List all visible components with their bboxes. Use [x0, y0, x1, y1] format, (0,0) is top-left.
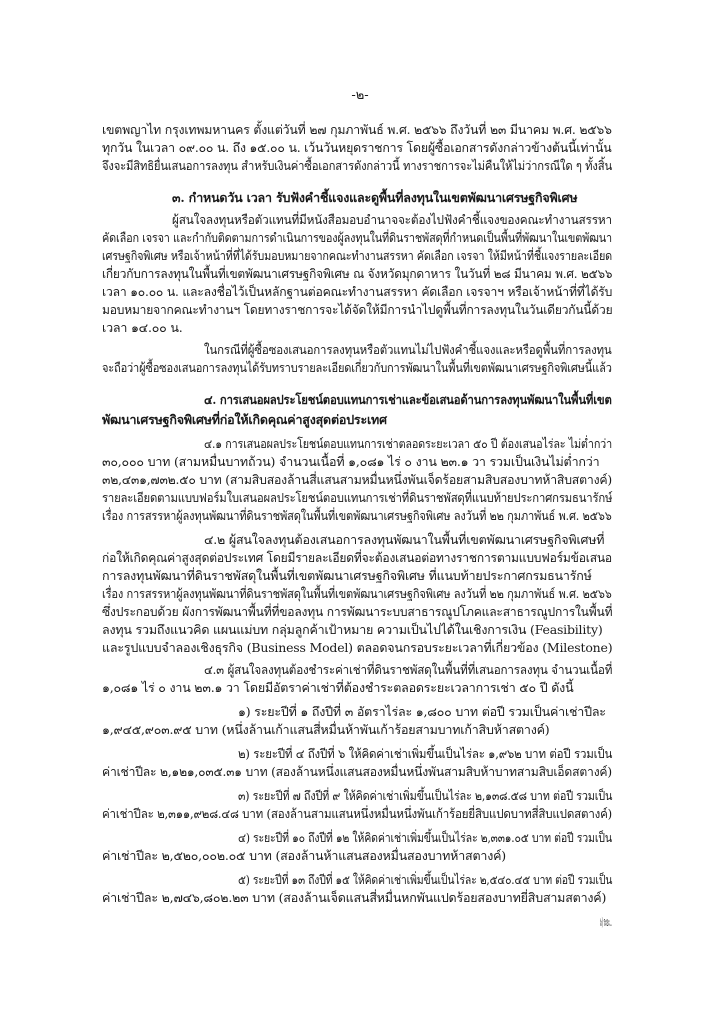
body-line: เศรษฐกิจพิเศษ หรือเจ้าหน้าที่ที่ได้รับมอบหมายจากคณะทำงานสรรหา คัดเลือก เจรจา ให้มีหน้าที่ชี้แจงรายละเอียด	[102, 248, 613, 263]
body-line: ๓๒,๔๓๑,๗๓๒.๕๐ บาท (สามสิบสองล้านสี่แสนสามหมื่นหนึ่งพันเจ็ดร้อยสามสิบสองบาทห้าสิบสตางค์)	[102, 472, 613, 487]
body-line: ในกรณีที่ผู้ซื้อซองเสนอการลงทุนหรือตัวแทนไม่ไปฟังคำชี้แจงและหรือดูพื้นที่การลงทุน	[204, 342, 612, 357]
body-line: เรื่อง การสรรหาผู้ลงทุนพัฒนาที่ดินราชพัสดุในพื้นที่เขตพัฒนาเศรษฐกิจพิเศษ ลงวันที่ ๒๒ กุมภาพันธ์ พ.ศ. ๒๕๖๖	[102, 508, 612, 523]
list-item: ค่าเช่าปีละ ๒,๑๒๑,๐๓๕.๓๑ บาท (สองล้านหนึ่งแสนสองหมื่นหนึ่งพันสามสิบห้าบาทสามสิบเอ็ดสตางค์)	[102, 764, 612, 779]
list-item: ๒) ระยะปีที่ ๔ ถึงปีที่ ๖ ให้คิดค่าเช่าเพิ่มขึ้นเป็นไร่ละ ๑,๙๖๒ บาท ต่อปี รวมเป็น	[238, 746, 613, 761]
body-line: เกี่ยวกับการลงทุนในพื้นที่เขตพัฒนาเศรษฐกิจพิเศษ ณ จังหวัดมุกดาหาร ในวันที่ ๒๘ มีนาคม พ.ศ. ๒๕๖๖	[102, 266, 613, 281]
body-line: การลงทุนพัฒนาที่ดินราชพัสดุในพื้นที่เขตพัฒนาเศรษฐกิจพิเศษ ที่แนบท้ายประกาศกรมธนารักษ์	[102, 568, 592, 583]
body-line: ๔.๑ การเสนอผลประโยชน์ตอบแทนการเช่าตลอดระยะเวลา ๕๐ ปี ต้องเสนอไร่ละ ไม่ต่ำกว่า	[204, 436, 612, 451]
page-number: -๒-	[351, 88, 369, 103]
list-item: ค่าเช่าปีละ ๒,๗๔๖,๘๐๒.๒๓ บาท (สองล้านเจ็ดแสนสี่หมื่นหกพันแปดร้อยสองบาทยี่สิบสามสตางค์)	[102, 890, 607, 905]
body-line: ๔.๒ ผู้สนใจลงทุนต้องเสนอการลงทุนพัฒนาในพื้นที่เขตพัฒนาเศรษฐกิจพิเศษที่	[204, 532, 605, 547]
body-line: ๔.๓ ผู้สนใจลงทุนต้องชำระค่าเช่าที่ดินราชพัสดุในพื้นที่ที่เสนอการลงทุน จำนวนเนื้อที่	[204, 662, 613, 677]
body-line: ผู้สนใจลงทุนหรือตัวแทนที่มีหนังสือมอบอำนาจจะต้องไปฟังคำชี้แจงของคณะทำงานสรรหา	[172, 212, 612, 227]
continuation-marker: ๖) ระยะ...	[600, 914, 613, 929]
body-line: คัดเลือก เจรจา และกำกับติดตามการดำเนินการของผู้ลงทุนในที่ดินราชพัสดุที่กำหนดเป็นพื้นที่พัฒนาในเขตพัฒนา	[102, 230, 613, 245]
section-heading: ๓. กำหนดวัน เวลา รับฟังคำชี้แจงและดูพื้นที่ลงทุนในเขตพัฒนาเศรษฐกิจพิเศษ	[172, 190, 578, 205]
body-line: เขตพญาไท กรุงเทพมหานคร ตั้งแต่วันที่ ๒๗ กุมภาพันธ์ พ.ศ. ๒๕๖๖ ถึงวันที่ ๒๓ มีนาคม พ.ศ. ๒๕๖๖	[102, 122, 612, 137]
section-heading: ๔. การเสนอผลประโยชน์ตอบแทนการเช่าและข้อเสนอด้านการลงทุนพัฒนาในพื้นที่เขต	[204, 392, 612, 407]
body-line: ทุกวัน ในเวลา ๐๙.๐๐ น. ถึง ๑๕.๐๐ น. เว้นวันหยุดราชการ โดยผู้ซื้อเอกสารดังกล่าวข้างต้นนี้เท่านั้น	[102, 140, 612, 155]
list-item: ๑,๙๔๕,๙๐๓.๙๕ บาท (หนึ่งล้านเก้าแสนสี่หมื่นห้าพันเก้าร้อยสามบาทเก้าสิบห้าสตางค์)	[102, 722, 550, 737]
body-line: ๓๐,๐๐๐ บาท (สามหมื่นบาทถ้วน) จำนวนเนื้อที่ ๑,๐๘๑ ไร่ ๐ งาน ๒๓.๑ วา รวมเป็นเงินไม่ต่ำกว่า	[102, 454, 600, 469]
body-line: เวลา ๑๔.๐๐ น.	[102, 320, 183, 335]
list-item: ค่าเช่าปีละ ๒,๕๒๐,๐๐๒.๐๕ บาท (สองล้านห้าแสนสองหมื่นสองบาทห้าสตางค์)	[102, 848, 506, 863]
list-item: ๑) ระยะปีที่ ๑ ถึงปีที่ ๓ อัตราไร่ละ ๑,๘๐๐ บาท ต่อปี รวมเป็นค่าเช่าปีละ	[238, 704, 606, 719]
body-line: มอบหมายจากคณะทำงานฯ โดยทางราชการจะได้จัดให้มีการนำไปดูพื้นที่การลงทุนในวันเดียวกันนี้ด้วย	[102, 302, 613, 317]
list-item: ๕) ระยะปีที่ ๑๓ ถึงปีที่ ๑๕ ให้คิดค่าเช่าเพิ่มขึ้นเป็นไร่ละ ๒,๕๔๐.๔๕ บาท ต่อปี รวมเป็น	[238, 872, 613, 887]
list-item: ๔) ระยะปีที่ ๑๐ ถึงปีที่ ๑๒ ให้คิดค่าเช่าเพิ่มขึ้นเป็นไร่ละ ๒,๓๓๑.๐๕ บาท ต่อปี รวมเป็น	[238, 830, 612, 845]
body-line: ๑,๐๘๑ ไร่ ๐ งาน ๒๓.๑ วา โดยมีอัตราค่าเช่าที่ต้องชำระตลอดระยะเวลาการเช่า ๕๐ ปี ดังนี้	[102, 680, 574, 695]
body-line: เรื่อง การสรรหาผู้ลงทุนพัฒนาที่ดินราชพัสดุในพื้นที่เขตพัฒนาเศรษฐกิจพิเศษ ลงวันที่ ๒๒ กุมภาพันธ์ พ.ศ. ๒๕๖๖	[102, 586, 612, 601]
body-line: ลงทุน รวมถึงแนวคิด แผนแม่บท กลุ่มลูกค้าเป้าหมาย ความเป็นไปได้ในเชิงการเงิน (Feasibility)	[102, 622, 603, 637]
body-line: จะถือว่าผู้ซื้อซองเสนอการลงทุนได้รับทราบรายละเอียดเกี่ยวกับการพัฒนาในพื้นที่เขตพัฒนาเศรษฐกิจพิเศษนี้แล้ว	[102, 360, 612, 375]
body-line: รายละเอียดตามแบบฟอร์มใบเสนอผลประโยชน์ตอบแทนการเช่าที่ดินราชพัสดุที่แนบท้ายประกาศกรมธนารักษ์	[102, 490, 613, 505]
body-line: ซึ่งประกอบด้วย ผังการพัฒนาพื้นที่ที่ขอลงทุน การพัฒนาระบบสาธารณูปโภคและสาธารณูปการในพื้นที่	[102, 604, 613, 619]
body-line: ก่อให้เกิดคุณค่าสูงสุดต่อประเทศ โดยมีรายละเอียดที่จะต้องเสนอต่อทางราชการตามแบบฟอร์มข้อเสนอ	[102, 550, 612, 565]
list-item: ๓) ระยะปีที่ ๗ ถึงปีที่ ๙ ให้คิดค่าเช่าเพิ่มขึ้นเป็นไร่ละ ๒,๑๓๘.๕๘ บาท ต่อปี รวมเป็น	[238, 788, 613, 803]
list-item: ค่าเช่าปีละ ๒,๓๑๑,๙๒๘.๔๘ บาท (สองล้านสามแสนหนึ่งหมื่นหนึ่งพันเก้าร้อยยี่สิบแปดบาทสี่สิบแปดสตางค์)	[102, 806, 612, 821]
body-line: และรูปแบบจำลองเชิงธุรกิจ (Business Model) ตลอดจนกรอบระยะเวลาที่เกี่ยวข้อง (Milestone)	[102, 640, 613, 655]
body-line: จึงจะมีสิทธิยื่นเสนอการลงทุน สำหรับเงินค่าซื้อเอกสารดังกล่าวนี้ ทางราชการจะไม่คืนให้ไม่ว่ากรณีใด ๆ ทั้งสิ้น	[102, 158, 612, 173]
section-heading: พัฒนาเศรษฐกิจพิเศษที่ก่อให้เกิดคุณค่าสูงสุดต่อประเทศ	[102, 412, 387, 427]
body-line: เวลา ๑๐.๐๐ น. และลงชื่อไว้เป็นหลักฐานต่อคณะทำงานสรรหา คัดเลือก เจรจาฯ หรือเจ้าหน้าที่ที่ได้รับ	[102, 284, 613, 299]
